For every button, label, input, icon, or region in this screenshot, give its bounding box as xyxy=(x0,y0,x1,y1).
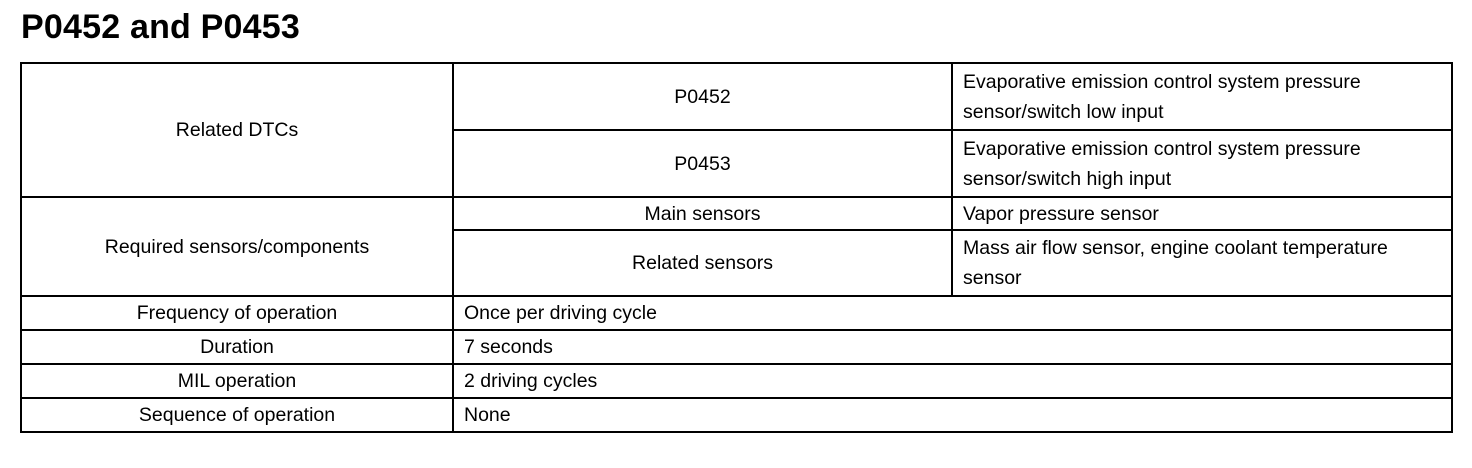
frequency-label: Frequency of operation xyxy=(21,296,453,330)
main-sensors-value: Vapor pressure sensor xyxy=(952,197,1452,230)
duration-label: Duration xyxy=(21,330,453,364)
dtc-code-p0452: P0452 xyxy=(453,63,952,130)
frequency-value: Once per driving cycle xyxy=(453,296,1452,330)
required-sensors-label: Required sensors/components xyxy=(21,197,453,296)
table-row xyxy=(21,330,1452,364)
related-sensors-value: Mass air flow sensor, engine coolant temperature sensor xyxy=(952,230,1452,296)
dtc-code-p0453: P0453 xyxy=(453,130,952,197)
dtc-description-p0453: Evaporative emission control system pressure sensor/switch high input xyxy=(952,130,1452,197)
mil-operation-label: MIL operation xyxy=(21,364,453,398)
related-sensors-label: Related sensors xyxy=(453,230,952,296)
mil-operation-value: 2 driving cycles xyxy=(453,364,1452,398)
monitor-spec-table xyxy=(20,62,1453,433)
table-row xyxy=(21,398,1452,432)
duration-value: 7 seconds xyxy=(453,330,1452,364)
page-title: P0452 and P0453 xyxy=(21,8,300,46)
related-dtcs-label: Related DTCs xyxy=(21,63,453,197)
dtc-description-p0452: Evaporative emission control system pressure sensor/switch low input xyxy=(952,63,1452,130)
main-sensors-label: Main sensors xyxy=(453,197,952,230)
table-row xyxy=(21,296,1452,330)
table-row xyxy=(21,197,1452,230)
table-row xyxy=(21,364,1452,398)
table-row xyxy=(21,63,1452,130)
sequence-label: Sequence of operation xyxy=(21,398,453,432)
sequence-value: None xyxy=(453,398,1452,432)
